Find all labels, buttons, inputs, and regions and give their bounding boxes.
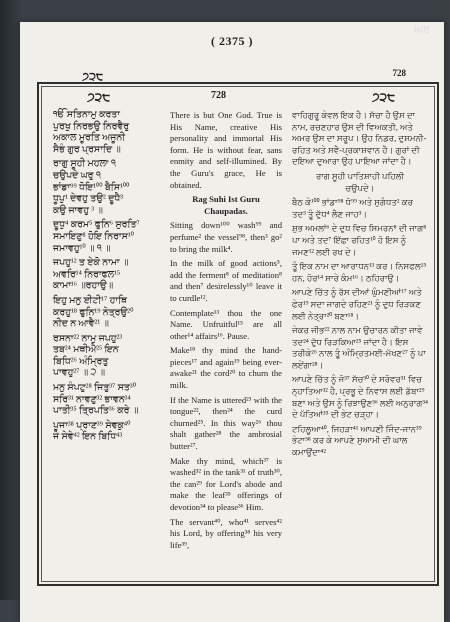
punjabi-paragraph: ਆਪਣੇ ਚਿੱਤ ਨੂੰ ਰੱਸ ਦੀਆਂ ਘੁੰਮਣੀਆਂ¹⁷ ਅਤੇ ਫੇਰ¹⁹ ਸਦਾ ਜਾਗਦੇ ਰਹਿਣ²¹ ਨੂੰ ਦੁਧ ਰਿੜਕਣ ਲਈ ਨੇਤ੍ਰਾ²⁰ ਬਣਾ¹⁸। <box>292 287 422 321</box>
gurmukhi-verse: ਜਪਹੁ¹² ਤ ਏਕੋ ਨਾਮਾ ॥ ਅਵਰਿ¹⁴ ਨਿਰਾਫਲ¹⁵ ਕਾਮਾ¹⁶ ॥ਰਹਾਉ॥ <box>53 258 129 292</box>
frame-header <box>39 84 437 110</box>
frame-header-center: 728 <box>211 90 226 101</box>
english-paragraph: If the Name is uttered²³ with the tongue²², then²⁴ the curd churned²⁵. In this way²⁶ thou shalt gather²⁸ the ambrosial butter²⁷. <box>170 394 282 452</box>
punjabi-paragraph: ਜੇਕਰ ਜੀਭ²² ਨਾਲ ਨਾਮ ਉਚਾਰਨ ਕੀਤਾ ਜਾਵੇ ਤਦ²⁴ ਦੁੱਧ ਰਿੜਕਿਆ²⁵ ਜਾਂਦਾ ਹੈ। ਇਸ ਤਰੀਕੇ²⁶ ਨਾਲ ਤੂੰ ਅੰਮ੍ਰਿਤਮਈ-ਮੱਖਣ²⁷ ਨੂੰ ਪਾ ਲਏਂਗਾ²⁸। <box>292 325 426 370</box>
corner-mark: ਅਰ <box>413 24 430 36</box>
page-number: ( 2375 ) <box>211 34 253 48</box>
english-paragraph: There is but One God. True is His Name, creative His personality and immortal His form. He is without fear, sans enmity and self-illumined. By the Guru's grace, He is obtained. <box>170 110 282 190</box>
gurmukhi-verse: ਰਸਨਾ²² ਨਾਮੁ ਜਪਹੁ²³ ਤਬ²⁴ ਮਥੀਐ²⁵ ਇਨ ਬਿਧਿ²⁶ ਅੰਮ੍ਰਿਤੁ ਪਾਵਹੁ²⁷ ॥ ੨ ॥ <box>53 333 123 379</box>
book-page <box>20 22 444 622</box>
page-header-left: ੭੨੮ <box>82 71 104 83</box>
text-frame <box>37 82 439 586</box>
punjabi-section-heading: ਰਾਗ ਸੂਹੀ ਪਾਤਿਸ਼ਾਹੀ ਪਹਿਲੀ ਚਉਪਦੇ। <box>315 170 405 193</box>
english-paragraph: Sitting down¹⁰⁰ wash⁹⁹ and perfume² the vessel⁹⁸, then³ go² to bring the milk⁴. <box>170 220 282 254</box>
punjabi-paragraph: ਬੈਠ ਕੇ¹⁰⁰ ਭਾਂਡਾ⁹⁸ ਧੋ⁹⁹ ਅਤੇ ਸੁਗੰਧਤ² ਕਰ ਤਦ³ ਤੂੰ ਦੁੱਧ⁴ ਲੈਣ ਜਾਹ³। <box>292 197 413 219</box>
english-section-heading: Rag Suhi Ist Guru Chaupadas. <box>192 194 260 216</box>
frame-header-left: ੭੨੮ <box>87 90 111 104</box>
english-paragraph: The servant⁴⁰, who⁴¹ serves⁴² his Lord, by offering³⁸ his very life³⁹, <box>170 516 282 550</box>
page-header-right: 728 <box>392 68 406 78</box>
punjabi-paragraph: ਸ਼ੁਭ ਅਮਲਾਂ⁶ ਦੇ ਦੁਧ ਵਿਚ ਸਿਮਰਨ⁸ ਦੀ ਜਾਗ⁸ ਪਾ ਅਤੇ ਤਦ⁷ ਇੱਛਾ ਰਹਿਤ¹⁰ ਹੋ ਇਸ ਨੂੰ ਜਮਣ¹² ਲਈ ਰਖ ਦੇ। <box>292 223 427 257</box>
dark-backdrop-left <box>0 0 22 600</box>
gurmukhi-verse: ਦੂਧੁ⁴ ਕਰਮ⁵ ਫੁਨਿ⁶ ਸੁਰਤਿ⁷ ਸਮਾਇਣੁ⁸ ਹੋਇ ਨਿਰਾਸ¹⁰ ਜਮਾਵਹੁ¹⁰ ॥ ੧ ॥ <box>53 220 140 254</box>
english-paragraph: In the milk of good actions⁵, add the ferment⁸ of meditation⁸ and then⁷ desirelessly¹⁰ leave it to curdle¹². <box>170 258 282 303</box>
punjabi-paragraph: ਟਹਿਲੂਆ⁴⁰, ਜਿਹੜਾ⁴¹ ਆਪਣੀ ਜਿੰਦ-ਜਾਨ³⁹ ਭੇਟਾ³⁸ ਕਰ ਕੇ ਆਪਣੇ ਸੁਆਮੀ ਦੀ ਘਾਲ ਕਮਾਉਂਦਾ⁴² <box>292 423 422 458</box>
gurmukhi-verse: ਪੂਜਾ³⁸ ਪ੍ਰਾਣ³⁹ ਸੇਵਕੁ⁴⁰ ਜੇ ਸੇਵੇ⁴² ਇਨ ਬਿਧਿ⁴³ <box>53 420 131 443</box>
gurmukhi-verse: ਇਹੁ ਮਨੁ ਈਟੀ¹⁷ ਹਾਥਿ ਕਰਹੁ¹⁸ ਫੁਨਿ¹⁹ ਨੇਤ੍ਰਉ²⁰ ਨੀਦ ਨ ਆਵੈ²¹ ॥ <box>53 295 134 330</box>
english-paragraph: Contemplate¹³ thou the one Name. Unfruitful¹⁵ are all other¹⁴ affairs¹⁶. Pause. <box>170 307 282 341</box>
frame-header-right: ੭੨੮ <box>371 90 395 104</box>
english-paragraph: Make thy mind, which³⁷ is washed³² in the tank³¹ of truth³⁰, the can²⁹ for Lord's abode and make the leaf³⁵ offerings of devotion³⁴ to please³⁶ Him. <box>170 455 282 512</box>
gurmukhi-column <box>53 110 161 447</box>
english-paragraph: Make¹⁸ thy mind the hand-pieces¹⁷ and again¹⁹ being ever-awake²¹ the cord²⁰ to churn the milk. <box>170 345 282 391</box>
punjabi-paragraph: ਆਪਣੇ ਚਿੱਤ ਨੂੰ ਜੋ³⁷ ਸੱਚ³⁰ ਦੇ ਸਰੋਵਰ³¹ ਵਿਚ ਨ੍ਹਾਤਿਆ³² ਹੈ, ਪ੍ਰਭੂ ਦੇ ਨਿਵਾਸ ਲਈ ਡੱਬਾ²⁹ ਬਣਾ ਅਤੇ ਉਸ ਨੂੰ ਰਿਝਾਉਣ³⁶ ਲਈ ਅਨੁਰਾਗ³⁴ ਦੇ ਪੱਤਿਆਂ³⁵ ਦੀ ਭੇਟ ਚੜ੍ਹਾ। <box>292 374 428 420</box>
punjabi-column <box>292 110 428 462</box>
gurmukhi-verse: ਮਨੁ ਸੰਪਟੁ²⁸ ਜਿਤੁ³⁷ ਸਤ³⁰ ਸਰਿ³¹ ਨਾਵਣੁ³² ਭਾਵਨ³⁴ ਪਾਤੀ³⁵ ਤ੍ਰਿਪਤਿ³⁶ ਕਰੇ ॥ <box>53 383 139 417</box>
punjabi-paragraph: ਤੂੰ ਇਕ ਨਾਮ ਦਾ ਆਰਾਧਨ¹³ ਕਰ। ਨਿਸਫਲ¹⁵ ਹਨ, ਹੋਰ¹⁴ ਸਾਰੇ ਕੰਮ¹⁶। ਠਹਿਰਾਉ। <box>292 261 427 283</box>
gurmukhi-verse: ਰਾਗੁ ਸੂਹੀ ਮਹਲਾ ੧ ਚਉਪਦੇ ਘਰੁ ੧ ਭਾਂਡਾ⁹⁹ ਧੋਇ¹⁰⁰ ਬੈਸਿ¹⁰⁰ ਧੂਪੁ¹ ਦੇਵਹੁ ਤਉ² ਦੂਧੈ³ ਕਉ ਜਾਵਹੁ ³ ॥ <box>53 159 130 216</box>
gurmukhi-verse: ੴ ਸਤਿਨਾਮੁ ਕਰਤਾ ਪੁਰਖੁ ਨਿਰਭਉ ਨਿਰਵੈਰੁ ਅਕਾਲ ਮੂਰਤਿ ਅਜੂਨੀ ਸੈਭੰ ਗੁਰ ਪ੍ਰਸਾਦਿ ॥ <box>53 110 130 155</box>
english-column <box>170 110 282 554</box>
punjabi-paragraph: ਵਾਹਿਗੁਰੂ ਕੇਵਲ ਇਕ ਹੈ। ਸੱਚਾ ਹੈ ਉਸ ਦਾ ਨਾਮ, ਰਚਣਹਾਰ ਉਸ ਦੀ ਵਿਅਕਤੀ, ਅਤੇ ਅਮਰ ਉਸ ਦਾ ਸਰੂਪ। ਉਹ ਨਿਡਰ, ਦੁਸ਼ਮਨੀ-ਰਹਿਤ ਅਤੇ ਸਵੈ-ਪ੍ਰਕਾਸ਼ਵਾਨ ਹੈ। ਗੁਰਾਂ ਦੀ ਦਇਆ ਦੁਆਰਾ ਉਹ ਪਾਇਆ ਜਾਂਦਾ ਹੈ। <box>292 110 427 167</box>
